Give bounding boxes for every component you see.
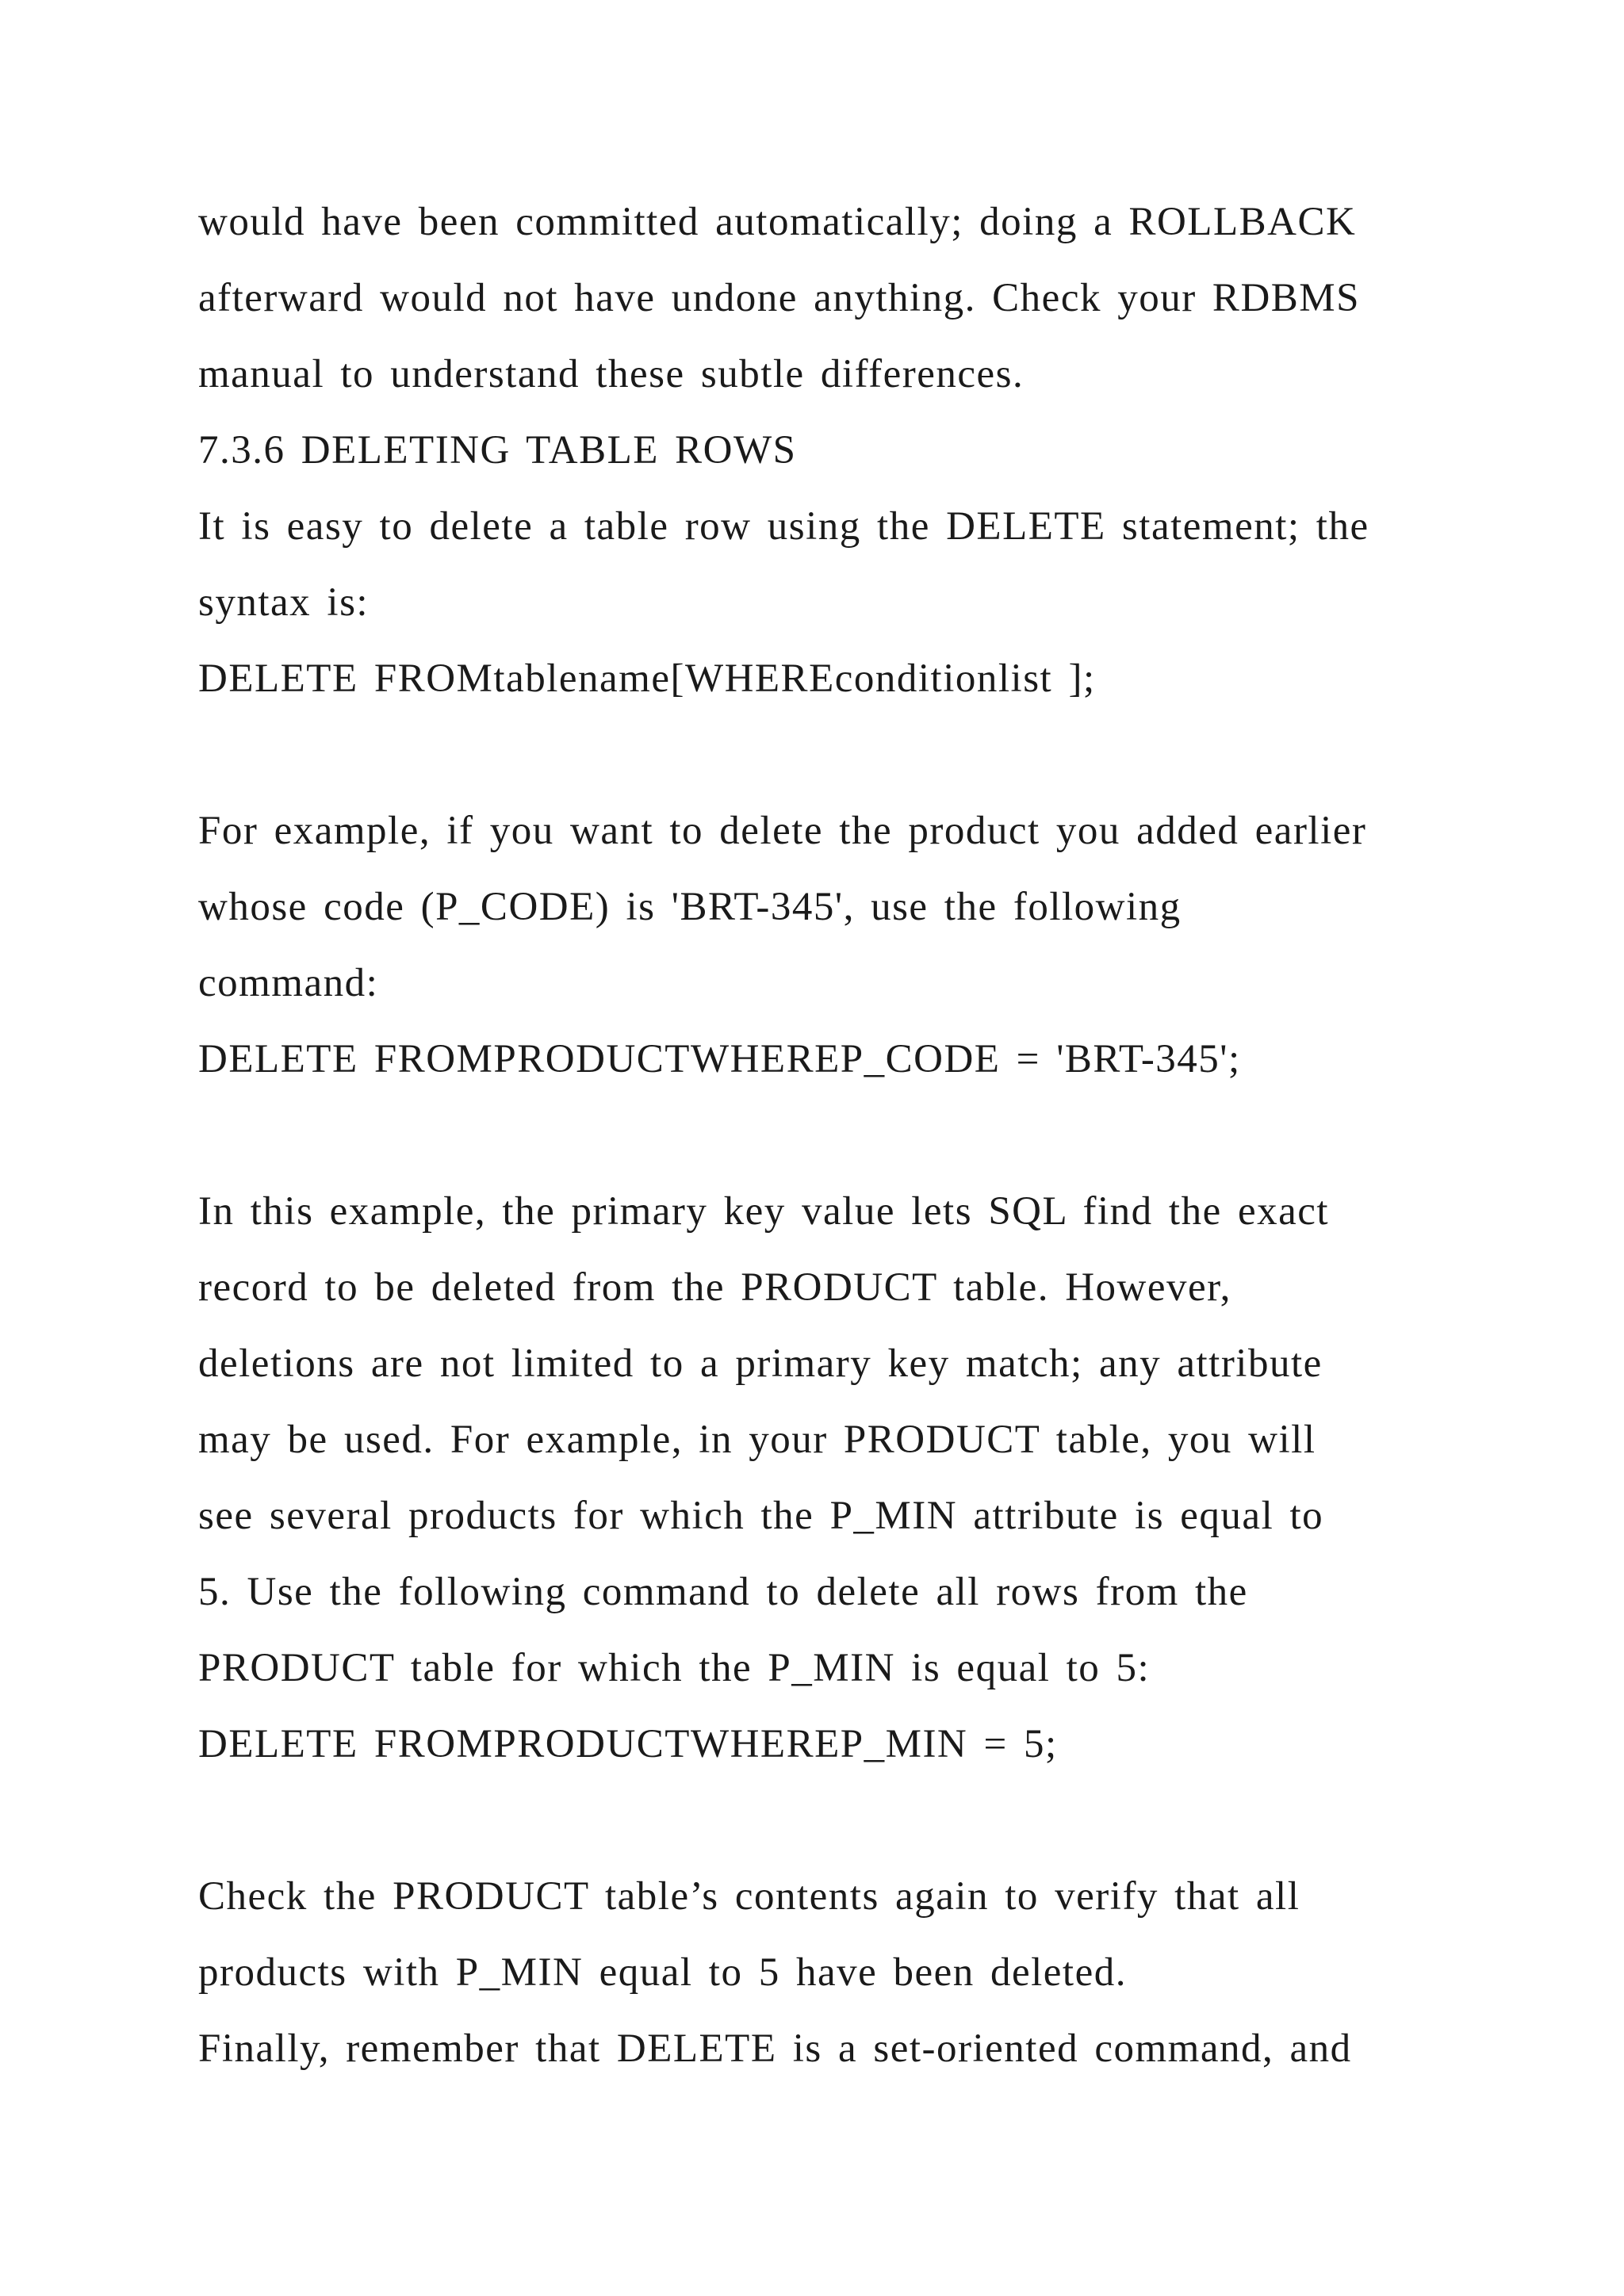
text-line: For example, if you want to delete the product you added earlier [198,809,1367,853]
code-line: DELETE FROMPRODUCTWHEREP_MIN = 5; [198,1722,1058,1766]
text-line: PRODUCT table for which the P_MIN is equal to 5: [198,1646,1151,1690]
text-line: record to be deleted from the PRODUCT table. However, [198,1265,1231,1310]
text-line: In this example, the primary key value lets SQL find the exact [198,1189,1330,1234]
text-line: manual to understand these subtle differences. [198,352,1025,396]
text-line: may be used. For example, in your PRODUCT table, you will [198,1418,1316,1462]
text-line: deletions are not limited to a primary key match; any attribute [198,1341,1323,1386]
code-line: DELETE FROMtablename[WHEREconditionlist ]; [198,656,1096,701]
text-line: would have been committed automatically; doing a ROLLBACK [198,200,1357,244]
text-line: command: [198,961,379,1005]
text-line: Check the PRODUCT table’s contents again to verify that all [198,1874,1300,1919]
text-line: afterward would not have undone anything. Check your RDBMS [198,276,1361,320]
text-line: syntax is: [198,580,370,625]
text-line: see several products for which the P_MIN attribute is equal to [198,1494,1324,1538]
text-line: It is easy to delete a table row using the DELETE statement; the [198,504,1369,549]
text-line: products with P_MIN equal to 5 have been deleted. [198,1950,1127,1995]
text-line: 5. Use the following command to delete all rows from the [198,1570,1248,1614]
text-line: whose code (P_CODE) is 'BRT-345', use the following [198,885,1182,929]
text-line: Finally, remember that DELETE is a set-oriented command, and [198,2026,1352,2071]
code-line: DELETE FROMPRODUCTWHEREP_CODE = 'BRT-345'; [198,1037,1241,1081]
section-heading: 7.3.6 DELETING TABLE ROWS [198,428,797,473]
